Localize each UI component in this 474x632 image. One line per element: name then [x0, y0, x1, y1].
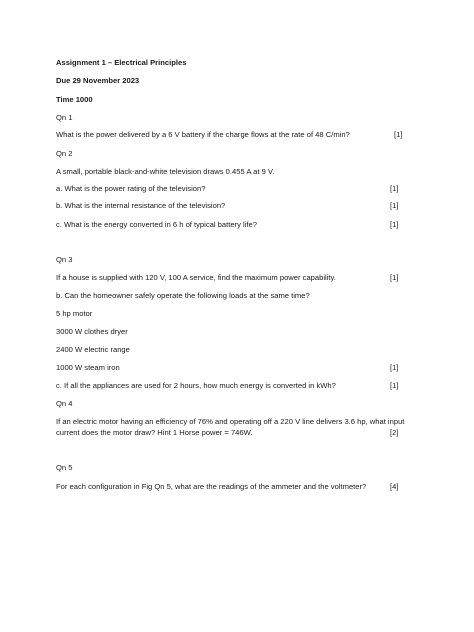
q3-load-iron-mark: [1]: [390, 363, 399, 372]
q2-part-c: c. What is the energy converted in 6 h of typical battery life?: [56, 220, 257, 229]
q2-part-b: b. What is the internal resistance of the television?: [56, 201, 226, 210]
q3-part-b: b. Can the homeowner safely operate the following loads at the same time?: [56, 291, 310, 300]
time-line: Time 1000: [56, 95, 93, 104]
q4-mark: [2]: [390, 428, 399, 437]
q3-part-c: c. If all the appliances are used for 2 hours, how much energy is converted in kWh?: [56, 381, 336, 390]
q1-mark: [1]: [394, 130, 403, 139]
q2-part-a: a. What is the power rating of the television?: [56, 184, 206, 193]
q2-part-a-mark: [1]: [390, 184, 399, 193]
q5-mark: [4]: [390, 482, 399, 491]
q3-load-iron: 1000 W steam iron: [56, 363, 120, 372]
q3-part-c-mark: [1]: [390, 381, 399, 390]
q4-text-line1: If an electric motor having an efficiency of 76% and operating off a 220 V line delivers 3.6 hp, what input: [56, 417, 405, 426]
q3-load-range: 2400 W electric range: [56, 345, 130, 354]
q1-label: Qn 1: [56, 113, 73, 122]
due-date: Due 29 November 2023: [56, 76, 140, 85]
q4-text-line2: current does the motor draw? Hint 1 Horse power = 746W.: [56, 428, 253, 437]
q1-text: What is the power delivered by a 6 V battery if the charge flows at the rate of 48 C/min?: [56, 130, 350, 139]
q2-intro: A small, portable black-and-white television draws 0.455 A at 9 V.: [56, 167, 275, 176]
q5-label: Qn 5: [56, 463, 73, 472]
q2-label: Qn 2: [56, 149, 73, 158]
q3-mark: [1]: [390, 273, 399, 282]
q2-part-b-mark: [1]: [390, 201, 399, 210]
q3-load-dryer: 3000 W clothes dryer: [56, 327, 128, 336]
q2-part-c-mark: [1]: [390, 220, 399, 229]
q3-load-motor: 5 hp motor: [56, 309, 93, 318]
q4-label: Qn 4: [56, 399, 73, 408]
q3-label: Qn 3: [56, 255, 73, 264]
q3-text: If a house is supplied with 120 V, 100 A service, find the maximum power capability.: [56, 273, 336, 282]
q5-text: For each configuration in Fig Qn 5, what are the readings of the ammeter and the voltmeter?: [56, 482, 367, 491]
assignment-title: Assignment 1 – Electrical Principles: [56, 58, 187, 67]
